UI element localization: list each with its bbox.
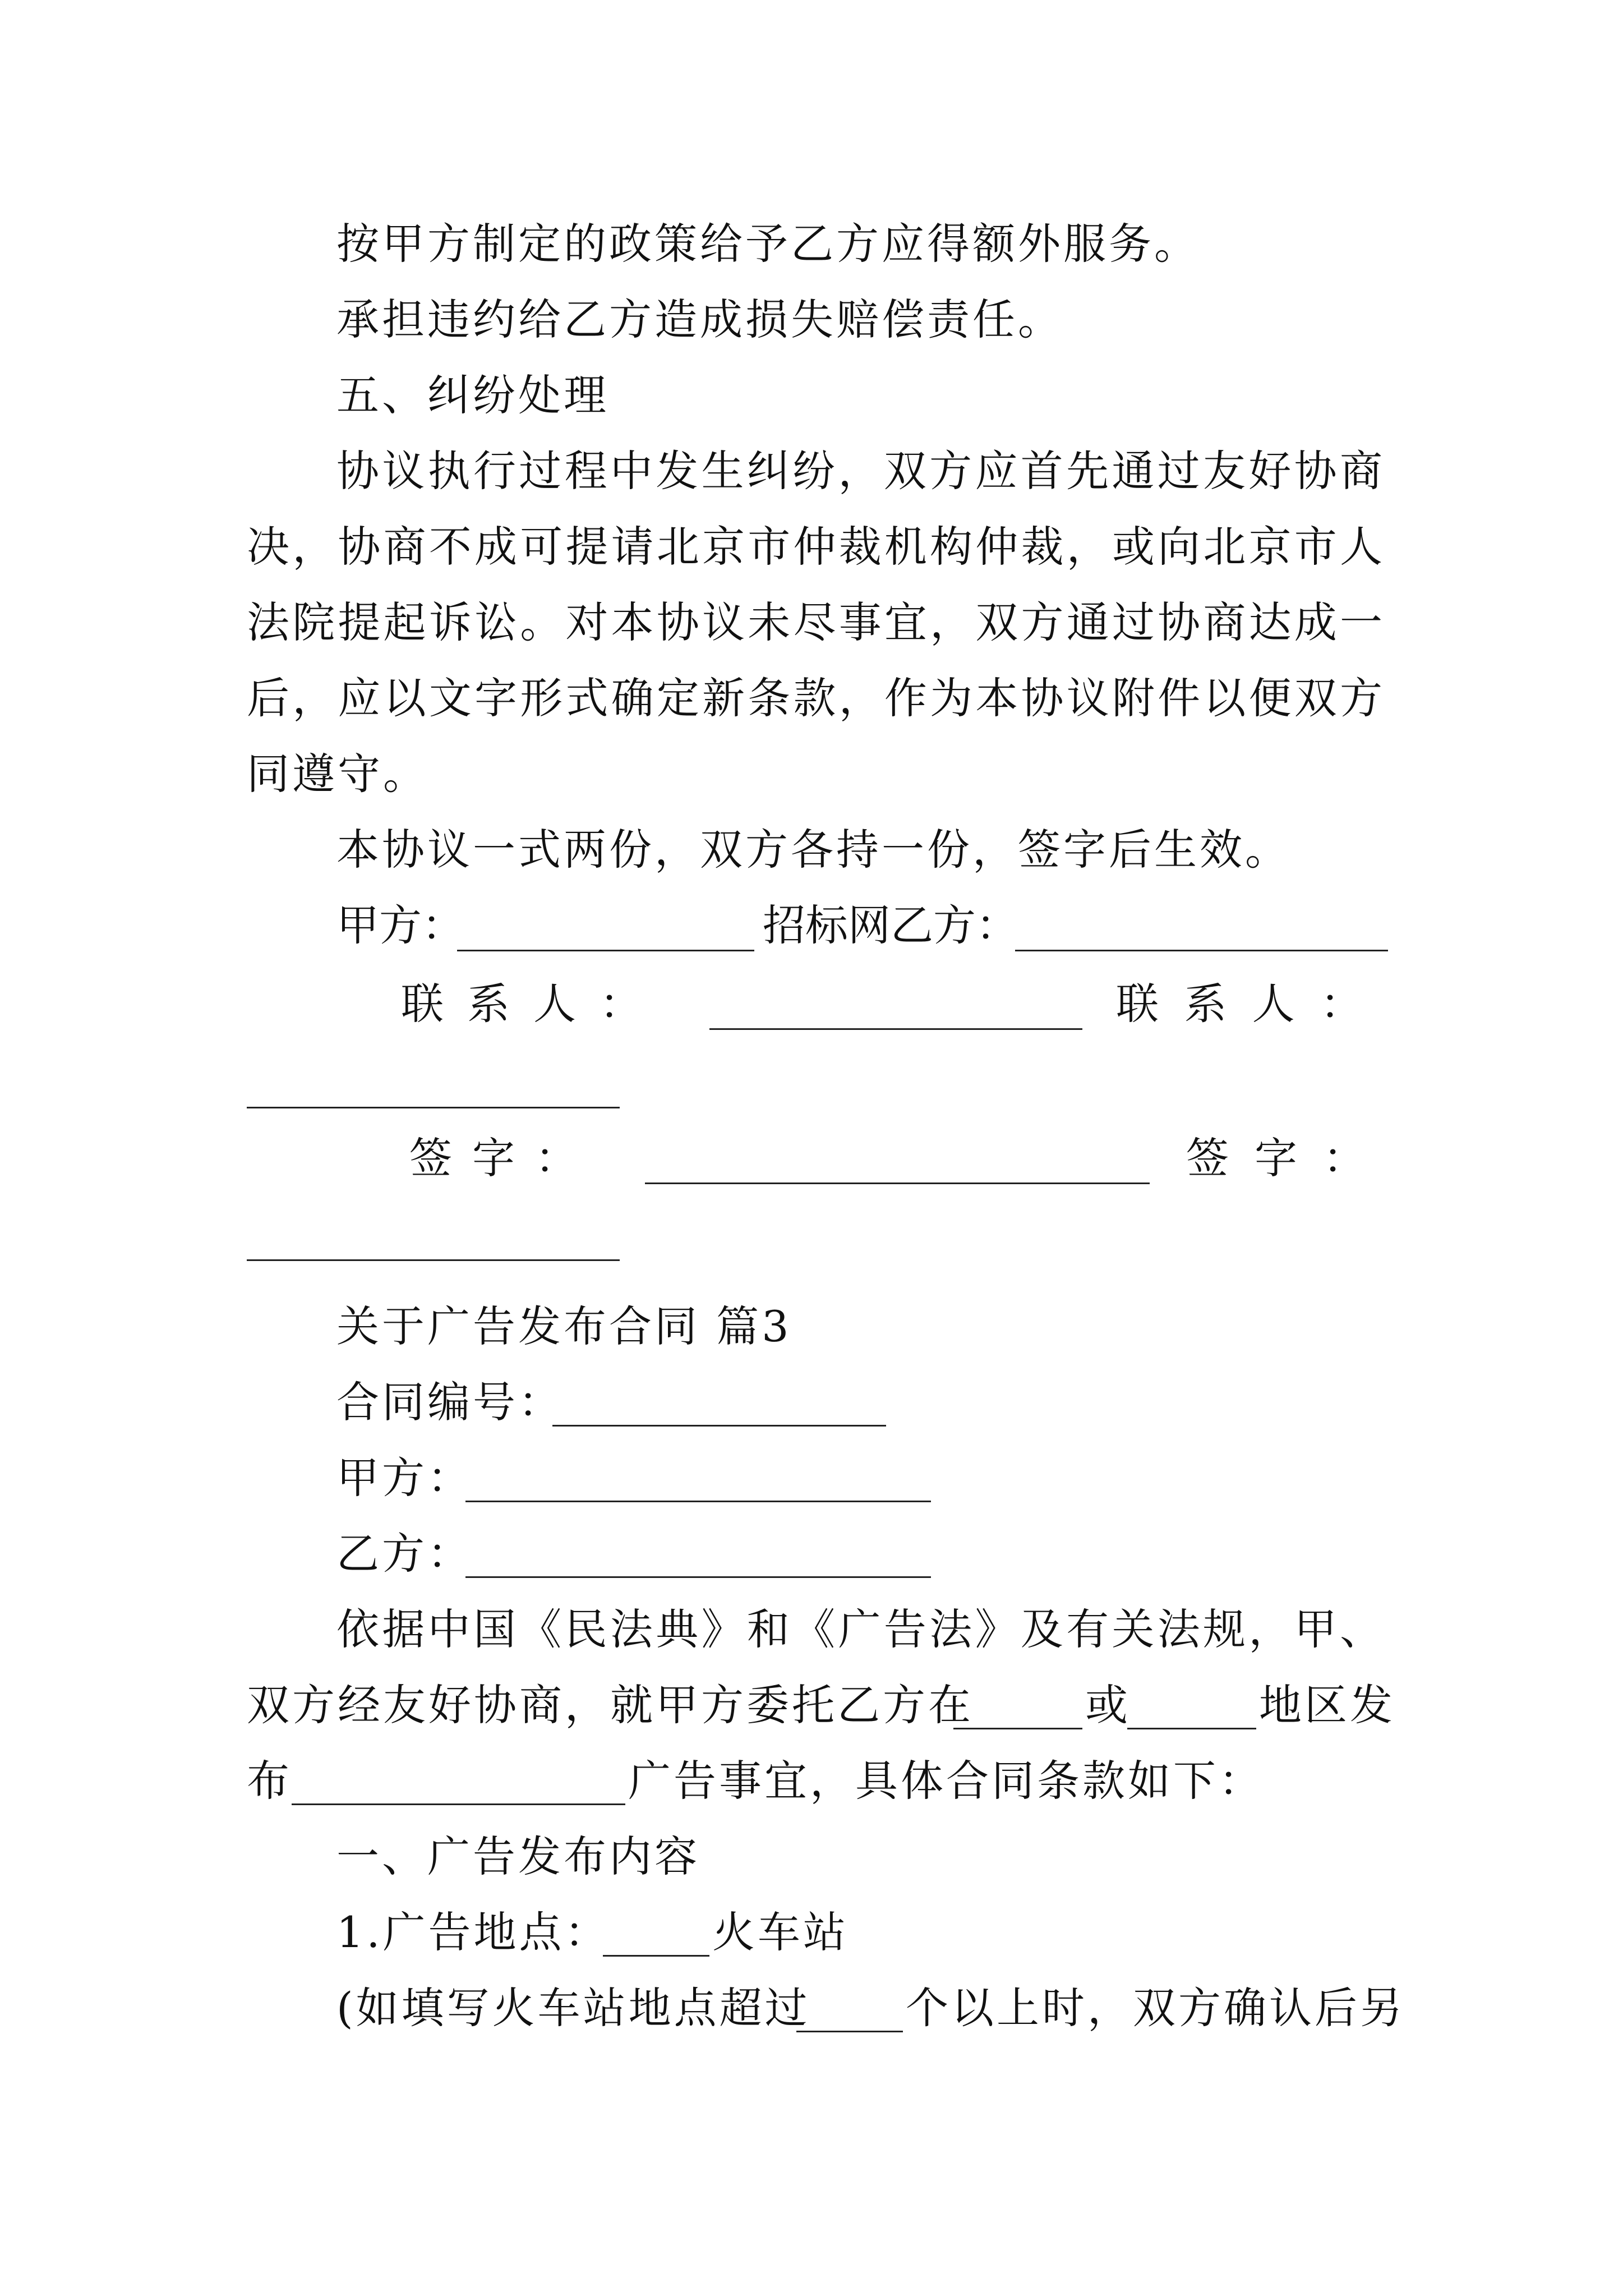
contact-a-blank	[709, 1028, 1082, 1030]
paragraph-line: 同遵守。	[247, 749, 428, 799]
sign-label-b	[1186, 1122, 1366, 1195]
party-b-label: 乙方：	[336, 1529, 473, 1579]
party-b-label: 招标网乙方：	[763, 900, 1018, 950]
contact-char: ：	[600, 979, 642, 1029]
region-blank-1	[953, 1728, 1082, 1729]
location-blank	[603, 1955, 709, 1957]
contact-char: 系	[1184, 979, 1227, 1029]
party-a-blank	[457, 950, 754, 951]
section-title: 关于广告发布合同 篇3	[336, 1301, 792, 1351]
party-a-blank	[465, 1501, 931, 1502]
section-heading: 五、纠纷处理	[336, 370, 609, 420]
contact-char: 系	[467, 979, 510, 1029]
paragraph-line-part: 地区发	[1259, 1680, 1395, 1730]
contract-no-label: 合同编号：	[336, 1377, 564, 1427]
sign-char: 字	[472, 1133, 515, 1183]
contact-label-b	[1116, 968, 1363, 1041]
contact-label-a	[401, 968, 642, 1041]
paragraph-line: 决，协商不成可提请北京市仲裁机构仲裁，或向北京市人	[247, 522, 1385, 572]
paragraph-line: 后，应以文字形式确定新条款，作为本协议附件以便双方	[247, 673, 1385, 723]
text-line: 本协议一式两份，双方各持一份，签字后生效。	[336, 825, 1290, 875]
note-line-part: (如填写火车站地点超过	[336, 1983, 810, 2033]
sign-a-blank	[645, 1182, 1150, 1184]
paragraph-line: 依据中国《民法典》和《广告法》及有关法规，甲、	[336, 1604, 1385, 1654]
item-label: 1.广告地点：	[336, 1907, 610, 1957]
count-blank	[796, 2031, 903, 2032]
paragraph-line-part: 双方经友好协商，就甲方委托乙方在	[247, 1680, 974, 1730]
party-b-blank	[465, 1576, 931, 1578]
sign-char: ：	[1323, 1133, 1366, 1183]
ad-content-blank	[292, 1803, 625, 1805]
contact-char: 联	[1116, 979, 1159, 1029]
paragraph-line: 协议执行过程中发生纠纷，双方应首先通过友好协商	[336, 446, 1385, 496]
contact-char: 人	[1252, 979, 1295, 1029]
item-heading: 一、广告发布内容	[336, 1832, 700, 1881]
sign-char: 签	[1186, 1133, 1229, 1183]
contact-char: 人	[533, 979, 576, 1029]
party-b-blank	[1015, 950, 1388, 951]
contact-char: 联	[401, 979, 444, 1029]
sign-b-blank	[247, 1259, 620, 1261]
note-line-part: 个以上时，双方确认后另	[906, 1983, 1405, 2033]
paragraph-line-part: 布	[247, 1756, 289, 1806]
contract-no-blank	[552, 1425, 886, 1427]
sign-label-a	[409, 1122, 578, 1195]
sign-char: ：	[535, 1133, 578, 1183]
contact-b-blank	[247, 1107, 620, 1108]
region-blank-2	[1127, 1728, 1256, 1729]
contact-char: ：	[1320, 979, 1363, 1029]
sign-char: 签	[409, 1133, 452, 1183]
paragraph-line: 法院提起诉讼。对本协议未尽事宜，双方通过协商达成一	[247, 597, 1385, 647]
party-a-label: 甲方：	[336, 900, 464, 950]
paragraph-line-part: 或	[1085, 1680, 1128, 1730]
item-suffix: 火车站	[712, 1907, 849, 1957]
party-a-label: 甲方：	[336, 1453, 473, 1503]
text-line: 按甲方制定的政策给予乙方应得额外服务。	[336, 219, 1200, 269]
sign-char: 字	[1255, 1133, 1297, 1183]
paragraph-line-part: 广告事宜，具体合同条款如下：	[628, 1756, 1264, 1806]
text-line: 承担违约给乙方造成损失赔偿责任。	[336, 295, 1063, 344]
